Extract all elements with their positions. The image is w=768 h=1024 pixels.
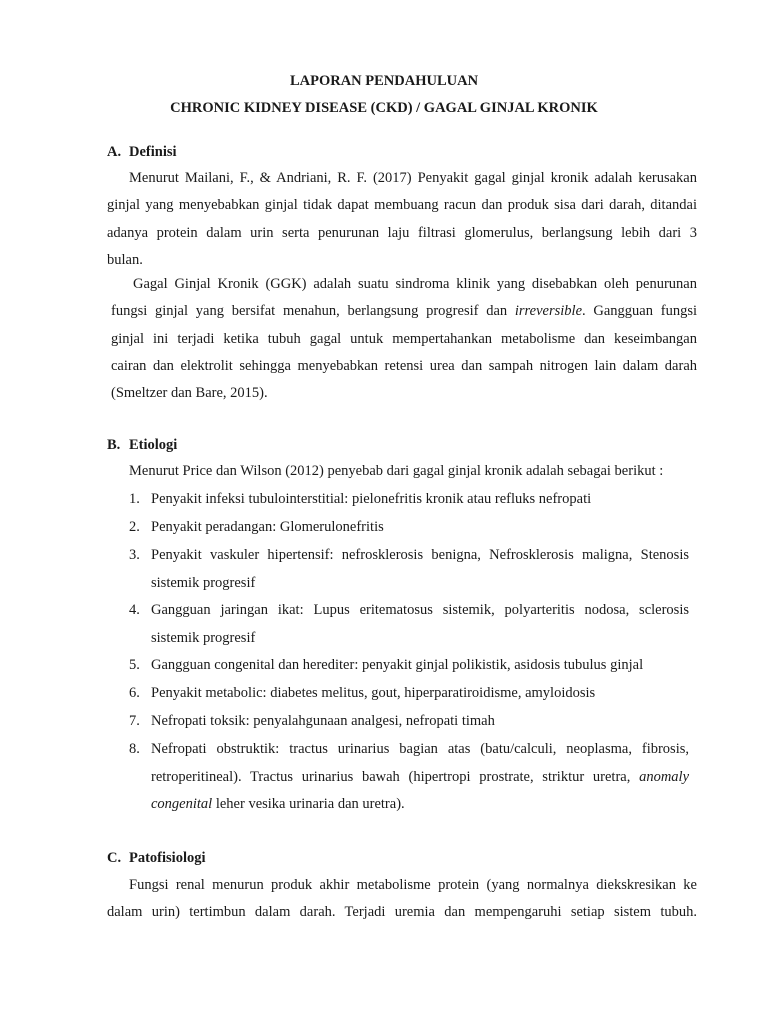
etiologi-intro-text: Menurut Price dan Wilson (2012) penyebab dari gagal ginjal kronik adalah sebagai berikut : <box>129 463 664 479</box>
definisi-paragraph-2 <box>111 271 697 407</box>
list-item-number: 2. <box>129 519 140 535</box>
definisi-p2-line: (Smeltzer dan Bare, 2015). <box>111 385 268 402</box>
section-a-heading <box>107 144 177 161</box>
section-b-letter: B. <box>107 437 121 453</box>
list-item-text-run: retroperitineal). Tractus urinarius bawah (hipertropi prostrate, striktur uretra, <box>151 768 640 785</box>
list-item-number: 5. <box>129 657 140 673</box>
list-item-line: Penyakit peradangan: Glomerulonefritis <box>151 519 384 535</box>
list-item-text-run: leher vesika urinaria dan uretra). <box>212 796 405 812</box>
list-item-text <box>151 542 689 597</box>
definisi-paragraph-1 <box>107 165 697 274</box>
etiologi-intro <box>129 458 699 485</box>
list-item-line: Gangguan congenital dan herediter: penyakit ginjal polikistik, asidosis tubulus ginjal <box>151 657 644 673</box>
definisi-p1-line: adanya protein dalam urin serta penurunan laju filtrasi glomerulus, berlangsung lebih dari 3 <box>107 224 697 241</box>
definisi-p1-line: ginjal yang menyebabkan ginjal tidak dapat membuang racun dan produk sisa dari darah, ditandai <box>107 197 697 214</box>
list-item-number: 7. <box>129 713 140 729</box>
definisi-p2-line: Gagal Ginjal Kronik (GGK) adalah suatu sindroma klinik yang disebabkan oleh penurunan <box>133 276 697 292</box>
definisi-p2-italic: irreversible <box>514 303 583 320</box>
section-a-title: Definisi <box>129 144 177 160</box>
section-c-heading <box>107 850 206 867</box>
section-c-letter: C. <box>107 850 122 866</box>
list-item-text <box>151 597 689 652</box>
list-item-line: sistemik progresif <box>151 574 256 591</box>
section-c-title: Patofisiologi <box>129 850 206 866</box>
definisi-p2-text: fungsi ginjal yang bersifat menahun, berlangsung progresif dan <box>111 303 515 320</box>
definisi-p1-line: Menurut Mailani, F., & Andriani, R. F. (2017) Penyakit gagal ginjal kronik adalah kerusakan <box>129 170 697 186</box>
list-item-number: 3. <box>129 547 140 563</box>
list-item-line: Penyakit infeksi tubulointerstitial: pielonefritis kronik atau refluks nefropati <box>151 491 592 507</box>
section-b-heading <box>107 437 177 454</box>
definisi-p2-text: . Gangguan fungsi <box>582 303 697 320</box>
section-b-title: Etiologi <box>129 437 178 453</box>
list-item-text <box>151 736 689 819</box>
list-item-italic: congenital <box>151 796 213 812</box>
list-item-number: 6. <box>129 685 140 701</box>
list-item-number: 8. <box>129 741 140 757</box>
patofisiologi-line: Fungsi renal menurun produk akhir metabolisme protein (yang normalnya diekskresikan ke <box>129 877 697 893</box>
list-item-line: Nefropati obstruktik: tractus urinarius bagian atas (batu/calculi, neoplasma, fibrosis, <box>151 741 689 757</box>
definisi-p2-line: ginjal ini terjadi ketika tubuh gagal untuk mempertahankan metabolisme dan keseimbangan <box>111 330 697 347</box>
list-item-text <box>151 514 689 542</box>
list-item-line: Penyakit metabolic: diabetes melitus, gout, hiperparatiroidisme, amyloidosis <box>151 685 596 701</box>
list-item-line: Gangguan jaringan ikat: Lupus eritematosus sistemik, polyarteritis nodosa, sclerosis <box>151 602 689 618</box>
definisi-p2-line: cairan dan elektrolit sehingga menyebabkan retensi urea dan sampah nitrogen lain dalam darah <box>111 357 697 374</box>
list-item-text <box>151 680 689 708</box>
list-item-line <box>151 791 689 819</box>
list-item-text <box>151 708 689 736</box>
patofisiologi-line: dalam urin) tertimbun dalam darah. Terjadi uremia dan mempengaruhi setiap sistem tubuh. <box>107 904 697 921</box>
section-a-letter: A. <box>107 144 122 160</box>
list-item-text <box>151 486 689 514</box>
patofisiologi-paragraph <box>107 872 697 927</box>
list-item-text <box>151 652 689 680</box>
document-subtitle: CHRONIC KIDNEY DISEASE (CKD) / GAGAL GINJAL KRONIK <box>170 100 598 116</box>
definisi-p1-line: bulan. <box>107 251 143 268</box>
list-item-number: 1. <box>129 491 140 507</box>
list-item-number: 4. <box>129 602 140 618</box>
list-item-line: sistemik progresif <box>151 629 256 646</box>
list-item-line: Penyakit vaskuler hipertensif: nefrosklerosis benigna, Nefrosklerosis maligna, Stenosis <box>151 547 689 563</box>
list-item-line <box>151 764 689 792</box>
list-item-line: Nefropati toksik: penyalahgunaan analgesi, nefropati timah <box>151 713 495 729</box>
definisi-p2-line <box>111 298 697 325</box>
document-title: LAPORAN PENDAHULUAN <box>289 73 479 89</box>
list-item-italic: anomaly <box>639 768 689 785</box>
